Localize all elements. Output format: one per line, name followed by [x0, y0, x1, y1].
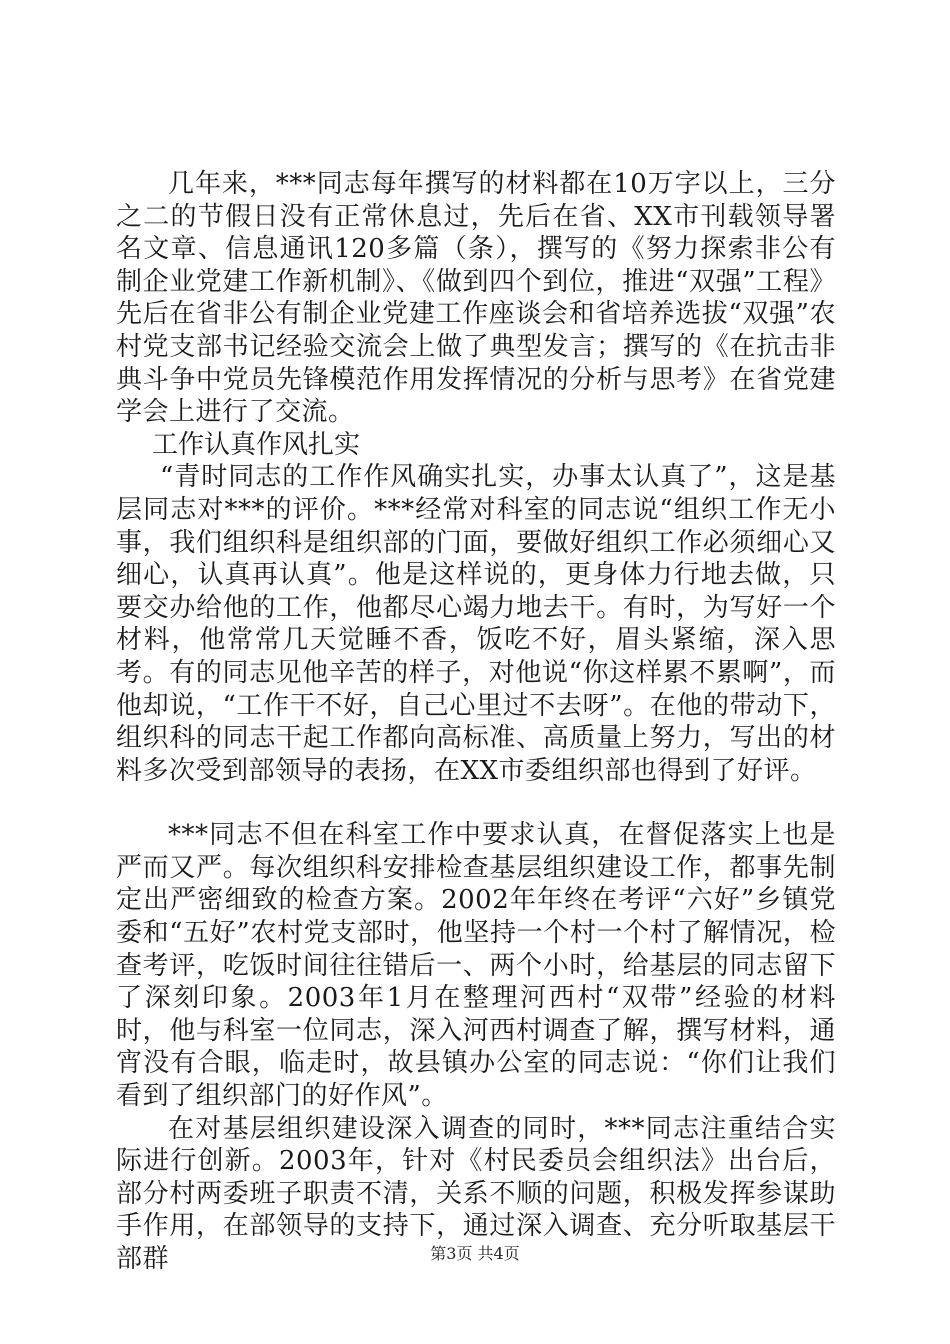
paragraph-innovation: 在对基层组织建设深入调查的同时，***同志注重结合实际进行创新。2003年，针对《村民委员会组织法》出台后，部分村两委班子职责不清，关系不顺的问题，积极发挥参谋助手作用，在部领导的支持下，通过深入调查、充分听取基层干部群 [116, 1113, 836, 1274]
paragraph-writing-achievements: 几年来，***同志每年撰写的材料都在10万字以上，三分之二的节假日没有正常休息过，先后在省、XX市刊载领导署名文章、信息通讯120多篇（条），撰写的《努力探索非公有制企业党建工作新机制》、《做到四个到位，推进“双强”工程》先后在省非公有制企业党建工作座谈会和省培养选拔“双强”农村党支部书记经验交流会上做了典型发言；撰写的《在抗击非典斗争中党员先锋模范作用发挥情况的分析与思考》在省党建学会上进行了交流。 [116, 169, 836, 428]
section-heading: 工作认真作风扎实 [152, 429, 361, 460]
paragraph-gap [116, 787, 836, 819]
paragraph-strict-inspection: ***同志不但在科室工作中要求认真，在督促落实上也是严而又严。每次组织科安排检查基层组织建设工作，都事先制定出严密细致的检查方案。2002年年终在考评“六好”乡镇党委和“五好”农村党支部时，他坚持一个村一个村了解情况，检查考评，吃饭时间往往错后一、两个小时，给基层的同志留下了深刻印象。2003年1月在整理河西村“双带”经验的材料时，他与科室一位同志，深入河西村调查了解，撰写材料，通宵没有合眼，临走时，故县镇办公室的同志说：“你们让我们看到了组织部门的好作风”。 [116, 820, 836, 1112]
document-body [116, 168, 836, 1276]
paragraph-work-style: “青时同志的工作作风确实扎实，办事太认真了”，这是基层同志对***的评价。***经常对科室的同志说“组织工作无小事，我们组织科是组织部的门面，要做好组织工作必须细心又细心，认真再认真”。他是这样说的，更身体力行地去做，只要交办给他的工作，他都尽心竭力地去干。有时，为写好一个材料，他常常几天觉睡不香，饭吃不好，眉头紧缩，深入思考。有的同志见他辛苦的样子，对他说“你这样累不累啊”，而他却说，“工作干不好，自己心里过不去呀”。在他的带动下，组织科的同志干起工作都向高标准、高质量上努力，写出的材料多次受到部领导的表扬，在XX市委组织部也得到了好评。 [116, 462, 836, 786]
page-number-footer: 第3页 共4页 [430, 1244, 520, 1263]
